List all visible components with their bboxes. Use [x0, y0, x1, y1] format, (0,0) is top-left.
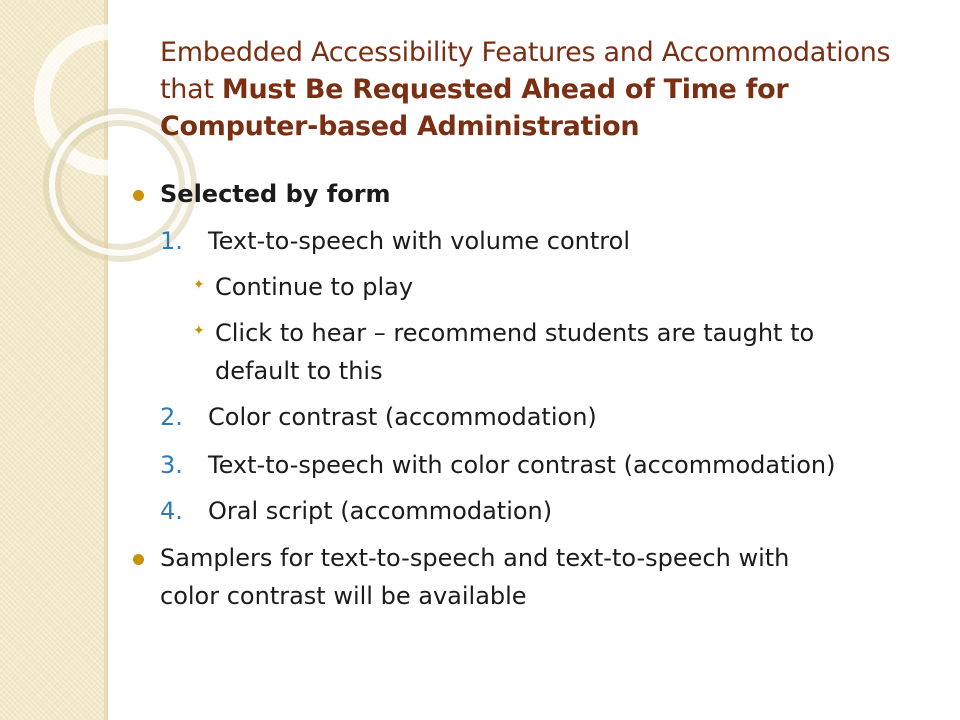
sub-bullet-marker: ✦	[193, 323, 205, 339]
sub-item-click-to-hear-line1: Click to hear – recommend students are taught to	[215, 319, 815, 347]
number-2: 2.	[160, 403, 183, 431]
title-line-2-plain: that	[160, 74, 222, 105]
numbered-item-3: Text-to-speech with color contrast (accommodation)	[208, 451, 836, 479]
title-line-1: Embedded Accessibility Features and Accommodations	[160, 37, 891, 68]
sub-bullet-marker: ✦	[193, 277, 205, 293]
numbered-item-1: Text-to-speech with volume control	[208, 227, 630, 255]
sub-item-continue-to-play: Continue to play	[215, 273, 414, 301]
number-4: 4.	[160, 497, 183, 525]
bullet-samplers-line1: Samplers for text-to-speech and text-to-speech with	[160, 544, 790, 572]
numbered-item-4: Oral script (accommodation)	[208, 497, 553, 525]
number-3: 3.	[160, 451, 183, 479]
title-line-3: Computer-based Administration	[160, 111, 640, 142]
sub-item-click-to-hear-line2: default to this	[215, 357, 383, 385]
numbered-item-2: Color contrast (accommodation)	[208, 403, 597, 431]
bullet-marker	[133, 554, 144, 565]
title-line-2-bold: Must Be Requested Ahead of Time for	[221, 74, 789, 105]
bullet-samplers-line2: color contrast will be available	[160, 582, 527, 610]
bullet-selected-by-form: Selected by form	[160, 180, 391, 208]
number-1: 1.	[160, 227, 183, 255]
bullet-marker	[133, 190, 144, 201]
